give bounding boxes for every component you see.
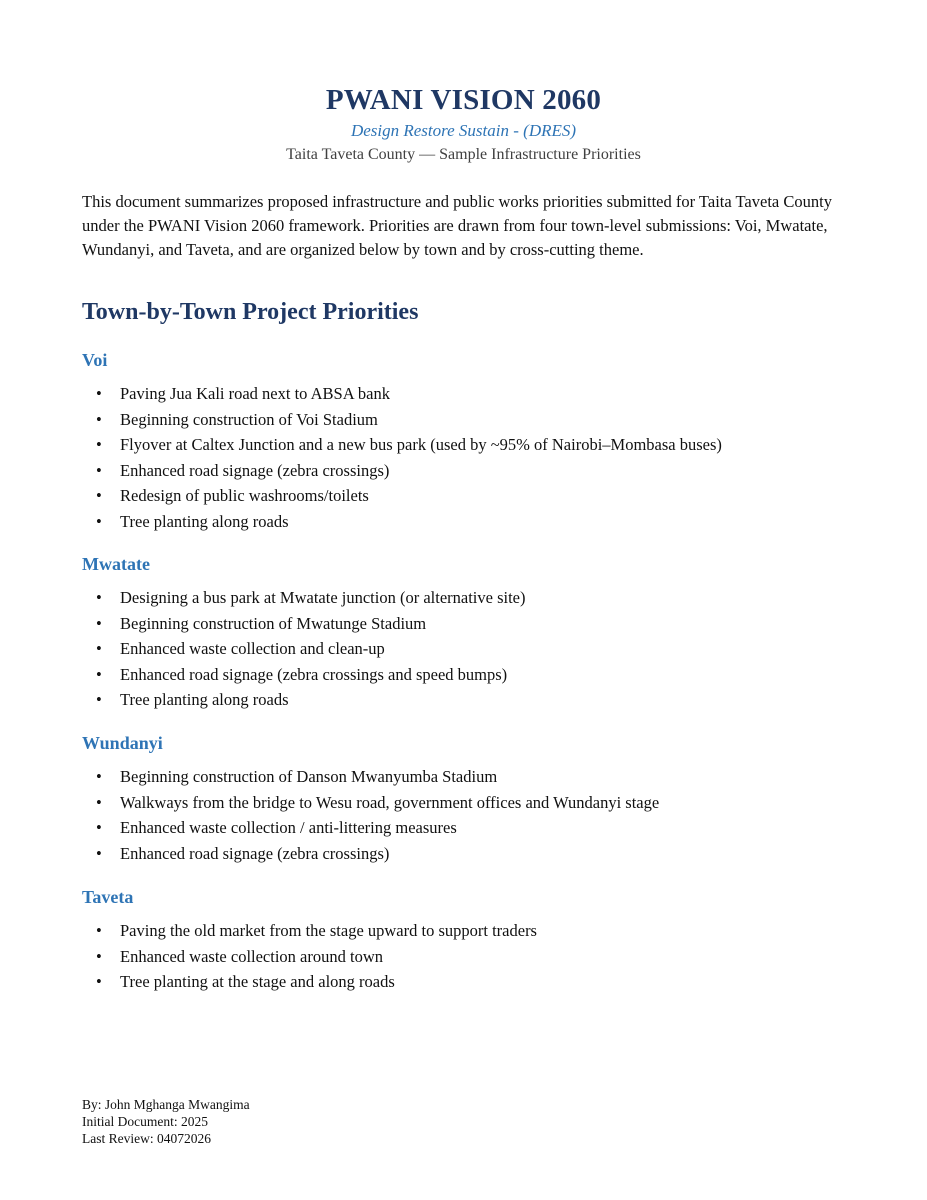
list-item: [82, 815, 862, 841]
bullet-icon: •: [96, 792, 102, 812]
list-item: [82, 636, 862, 662]
list-item: [82, 944, 862, 970]
list-item: [82, 969, 862, 995]
bullet-icon: •: [96, 639, 102, 658]
list-item-text: Designing a bus park at Mwatate junction (or alternative site): [120, 588, 526, 607]
town-heading: Wundanyi: [82, 733, 163, 753]
list-item: [82, 509, 862, 535]
bullet-icon: •: [96, 588, 102, 607]
bullet-icon: •: [96, 843, 102, 863]
list-item-text: Tree planting along roads: [120, 511, 289, 531]
list-item-text: Paving the old market from the stage upward to support traders: [120, 921, 537, 940]
town-heading: Voi: [82, 350, 108, 370]
document-county-line: Taita Taveta County — Sample Infrastructure Priorities: [286, 146, 641, 163]
list-item-text: Enhanced road signage (zebra crossings): [120, 843, 390, 863]
town-priority-list: [82, 764, 862, 866]
town-section-taveta: [82, 885, 862, 995]
town-priority-list: [82, 381, 862, 534]
bullet-icon: •: [96, 460, 102, 480]
list-item: [82, 687, 862, 713]
document-header: [0, 82, 927, 166]
list-item-text: Flyover at Caltex Junction and a new bus park (used by ~95% of Nairobi–Mombasa buses): [120, 435, 722, 454]
list-item: [82, 432, 862, 458]
bullet-icon: •: [96, 921, 102, 940]
bullet-icon: •: [96, 486, 102, 505]
town-section-mwatate: [82, 552, 862, 713]
list-item: [82, 407, 862, 433]
footer-author: By: John Mghanga Mwangima: [82, 1097, 250, 1112]
list-item-text: Enhanced waste collection / anti-littering measures: [120, 818, 457, 837]
list-item-text: Enhanced waste collection around town: [120, 946, 383, 966]
list-item-text: Tree planting along roads: [120, 690, 289, 709]
town-priority-list: [82, 585, 862, 713]
document-footer: [82, 1096, 250, 1147]
footer-initial-date: Initial Document: 2025: [82, 1114, 208, 1129]
list-item: [82, 764, 862, 790]
list-item-text: Enhanced road signage (zebra crossings): [120, 460, 390, 480]
bullet-icon: •: [96, 664, 102, 684]
list-item-text: Beginning construction of Voi Stadium: [120, 409, 378, 429]
bullet-icon: •: [96, 972, 102, 991]
list-item: [82, 918, 862, 944]
list-item-text: Enhanced road signage (zebra crossings and speed bumps): [120, 664, 508, 684]
bullet-icon: •: [96, 511, 102, 531]
bullet-icon: •: [96, 690, 102, 709]
list-item-text: Beginning construction of Danson Mwanyumba Stadium: [120, 767, 498, 786]
bullet-icon: •: [96, 767, 102, 786]
town-section-voi: [82, 348, 862, 534]
document-title: PWANI VISION 2060: [325, 84, 602, 116]
footer-review-date: Last Review: 04072026: [82, 1131, 211, 1146]
list-item-text: Beginning construction of Mwatunge Stadium: [120, 613, 427, 633]
bullet-icon: •: [96, 435, 102, 454]
bullet-icon: •: [96, 384, 102, 403]
list-item-text: Walkways from the bridge to Wesu road, government offices and Wundanyi stage: [120, 792, 660, 812]
list-item: [82, 381, 862, 407]
list-item: [82, 585, 862, 611]
list-item: [82, 841, 862, 867]
list-item: [82, 458, 862, 484]
list-item: [82, 483, 862, 509]
town-heading: Mwatate: [82, 554, 150, 574]
town-priority-list: [82, 918, 862, 995]
bullet-icon: •: [96, 409, 102, 429]
town-heading: Taveta: [82, 887, 134, 907]
bullet-icon: •: [96, 946, 102, 966]
town-section-wundanyi: [82, 731, 862, 866]
list-item: [82, 662, 862, 688]
section-heading: Town-by-Town Project Priorities: [82, 299, 419, 325]
bullet-icon: •: [96, 818, 102, 837]
list-item-text: Enhanced waste collection and clean-up: [120, 639, 385, 658]
list-item-text: Tree planting at the stage and along roads: [120, 972, 395, 991]
list-item-text: Paving Jua Kali road next to ABSA bank: [120, 384, 390, 403]
intro-paragraph: This document summarizes proposed infrastructure and public works priorities submitted for Taita Taveta County under the PWANI Vision 2060 framework. Priorities are drawn from four town-level submissions: Voi, Mwatate, Wundanyi, and Taveta, and are organized below by town and by cross-cutting theme.: [82, 192, 832, 259]
document-subtitle: Design Restore Sustain - (DRES): [350, 121, 577, 140]
bullet-icon: •: [96, 613, 102, 633]
list-item-text: Redesign of public washrooms/toilets: [120, 486, 369, 505]
list-item: [82, 790, 862, 816]
list-item: [82, 611, 862, 637]
